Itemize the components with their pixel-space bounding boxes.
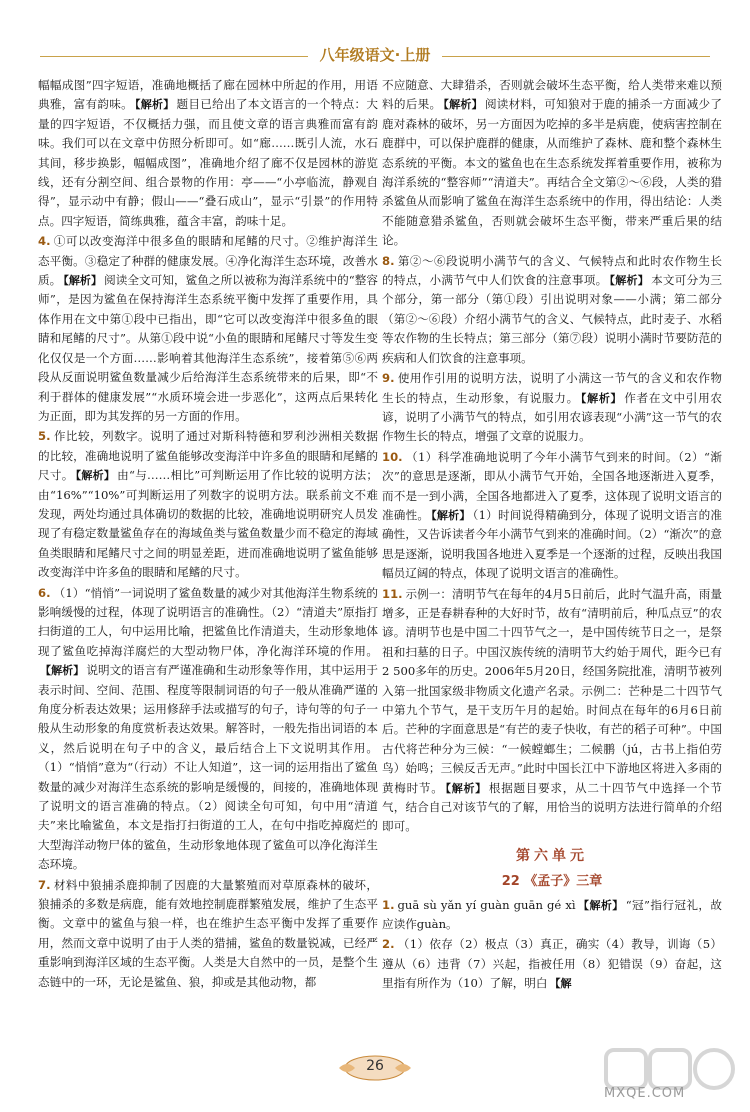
item-answer-text: （1）科学准确地说明了今年小满节气到来的时间。（2）“渐次”的意思是逐渐，即从小满节气开始，全国各地逐渐进入夏季，而不是一到小满，全国各地都进入了夏季，这体现了说明文语言的准确性。 — [382, 449, 722, 522]
lesson-title: 22 《孟子》三章 — [501, 874, 603, 890]
item-number: 6. — [38, 585, 51, 600]
item-answer-text: 作比较，列数字。说明了通过对斯科特德和罗利沙洲相关数据的比较，准确地说明了鲨鱼能够改变海洋中许多鱼的眼睛和尾鳍的尺寸。 — [38, 429, 378, 483]
analysis-label: 【解析】 — [580, 391, 623, 405]
item-number: 1. — [382, 897, 395, 912]
item-answer-text: （1）“悄悄”一词说明了鲨鱼数量的减少对其他海洋生物系统的影响缓慢的过程，体现了说明语言的准确性。（2）“清道夫”原指打扫街道的工人，句中运用比喻，把鲨鱼比作清道夫，生动形象地体现了鲨鱼吃掉海洋腐烂的大型动物尸体，净化海洋环境的作用。 — [38, 585, 378, 658]
item-answer-text: 第②～⑥段说明小满节气的含义、气候特点和此时农作物生长的特点，小满节气中人们饮食的注意事项。 — [382, 253, 722, 288]
answer-item — [382, 585, 722, 837]
watermark-text: MXQE.COM — [604, 1086, 686, 1101]
answer-item — [382, 252, 722, 368]
item-answer-text: 不应随意、大肆猎杀，否则就会破坏生态平衡，给人类带来难以预料的后果。 — [382, 78, 722, 112]
analysis-text: 根据题目要求，从二十四节气中选择一个节气，结合自己对该节气的了解，用恰当的说明方法进行简单的介绍即可。 — [382, 780, 722, 834]
answer-item — [382, 935, 722, 993]
item-answer-text: （1）依存（2）极点（3）真正，确实（4）教导，训诲（5）遵从（6）违背（7）兴起，指被任用（8）犯错误（9）奋起，这里指有所作为（10）了解，明白 — [382, 937, 722, 991]
analysis-label: 【解析】 — [134, 98, 175, 112]
answer-item — [38, 232, 378, 426]
analysis-text: 由“与……相比”可判断运用了作比较的说明方法；由“16%”“10%”可判断运用了列数字的说明方法。联系前文不难发现，两处均通过具体确切的数据的比较，准确地说明研究人员发现了有稳定数量鲨鱼存在的海域鱼类与鲨鱼数量少而不稳定的海域鱼类眼睛和尾鳍尺寸之间的明显差距，进而准确地说明了鲨鱼能够改变海洋中许多鱼的眼睛和尾鳍的尺寸。 — [38, 468, 378, 580]
analysis-label: 【解析】 — [577, 898, 624, 912]
page-header-title — [0, 44, 750, 65]
item-number: 10. — [382, 449, 403, 464]
item-answer-text: 材料中狼捕杀鹿抑制了因鹿的大量繁殖而对草原森林的破坏，狼捕杀的多数是病鹿，能有效地控制鹿群繁殖发展，维护了生态平衡。文章中的鲨鱼与狼一样，也在维护生态平衡中发挥了重要作用，然而文章中说明了由于人类的猎捕，鲨鱼的数量锐减，已经严重影响到海洋区域的生态平衡。人类是大自然中的一员，是整个生态链中的一环，无论是鲨鱼、狼，抑或是其他动物，都 — [38, 877, 378, 989]
answer-item — [38, 427, 378, 582]
analysis-text: “冠”指行冠礼，故应读作guàn。 — [382, 897, 723, 932]
item-number: 9. — [382, 371, 395, 386]
analysis-label: 【解析】 — [443, 98, 483, 112]
analysis-label: 【解析】 — [75, 469, 116, 483]
page-number-badge — [333, 1052, 417, 1084]
analysis-label: 【解析】 — [445, 781, 487, 795]
item-number: 2. — [382, 937, 395, 952]
analysis-label: 【解析】 — [609, 274, 650, 288]
analysis-text: 说明文的语言有严谨准确和生动形象等作用，其中运用于表示时间、空间、范围、程度等限制词语的句子一般从准确严谨的角度分析表达效果；运用修辞手法或描写的句子，诗句等的句子一般从生动形象的角度赏析表达效果。解答时，一般先指出词语的本义，然后说明在句子中的含义，最后结合上下文说明其作用。（1）“悄悄”意为“（行动）不让人知道”，这一词的运用指出了鲨鱼数量的减少对海洋生态系统的影响是缓慢的，间接的，准确地体现了说明文的语言准确的特点。（2）阅读全句可知，句中用“清道夫”来比喻鲨鱼，本文是指打扫街道的工人，在句中指吃掉腐烂的大型海洋动物尸体的鲨鱼，生动形象地体现了鲨鱼可以净化海洋生态环境。 — [38, 663, 378, 872]
analysis-text: （1）时间说得精确到分，体现了说明文语言的准确性，又告诉读者今年小满节气到来的准确时间。（2）“渐次”的意思是逐渐，说明我国各地进入夏季是一个逐渐的过程，反映出我国幅员辽阔的特点，体现了说明文语言的准确性。 — [382, 507, 722, 581]
page-header — [0, 0, 750, 66]
page-number: 26 — [366, 1058, 384, 1074]
answer-item — [382, 896, 722, 935]
answer-item — [382, 76, 722, 251]
answer-item — [382, 448, 722, 584]
analysis-text: 阅读材料，可知狼对于鹿的捕杀一方面减少了鹿对森林的破坏，另一方面因为吃掉的多半是病鹿，使病害控制在鹿群中，可以保护鹿群的健康，从而维护了森林、鹿和整个森林生态系统的平衡。本文的鲨鱼也在生态系统发挥着重要作用，被称为海洋系统的“整容师”“清道夫”。再结合全文第②～⑥段，人类的猎杀鲨鱼从而影响了鲨鱼在海洋生态系统中的作用，得出结论：人类不能随意猎杀鲨鱼，否则就会破坏生态平衡，带来严重后果的结论。 — [382, 97, 722, 248]
item-answer-text: 示例一：清明节气在每年的4月5日前后，此时气温升高，雨量增多，正是春耕春种的大好时节，故有“清明前后，种瓜点豆”的农谚。清明节也是中国二十四节气之一，是中国传统节日之一，是祭祖和扫墓的日子。中国汉族传统的清明节大约始于周代，距今已有2 500多年的历史。2006年5月20日，经国务院批准，清明节被列入第一批国家级非物质文化遗产名录。示例二：芒种是二十四节气中第九个节气，是干支历午月的起始。时间点在每年的6月6日前后。芒种的字面意思是“有芒的麦子快收，有芒的稻子可种”。中国古代将芒种分为三候：“一候螳螂生；二候鹏（jú，古书上指伯劳鸟）始鸣；三候反舌无声。”此时中国长江中下游地区将进入多雨的黄梅时节。 — [382, 586, 722, 795]
item-number: 11. — [382, 586, 403, 601]
item-answer-text: 使用作引用的说明方法，说明了小满这一节气的含义和农作物生长的特点，生动形象，有说服力。 — [382, 371, 722, 405]
analysis-label: 【解 — [549, 977, 572, 991]
answer-item — [382, 369, 722, 447]
header-title-text: 八年级语文·上册 — [308, 46, 443, 64]
item-number: 4. — [38, 234, 51, 249]
analysis-text: 本文可分为三个部分，第一部分（第①段）引出说明对象——小满；第二部分（第②～⑥段）介绍小满节气的含义、气候特点，此时麦子、水稻等农作物的生长特点；第三部分（第⑦段）说明小满时节要防范的疾病和人们饮食的注意事项。 — [382, 273, 722, 365]
left-column — [38, 76, 378, 993]
item-answer-text: ①可以改变海洋中很多鱼的眼睛和尾鳍的尺寸。②维护海洋生态平衡。③稳定了种群的健康发展。④净化海洋生态环境，改善水质。 — [38, 234, 378, 288]
item-answer-text: 幅幅成图”四字短语，准确地概括了廊在园林中所起的作用，用语典雅，富有韵味。 — [38, 78, 378, 112]
answer-item — [38, 876, 378, 992]
analysis-text: 阅读全文可知，鲨鱼之所以被称为海洋系统中的“整容师”，是因为鲨鱼在保持海洋生态系统平衡中发挥了重要作用，具体作用在文中第①段中已指出，即“它可以改变海洋中很多鱼的眼睛和尾鳍的尺寸”。从第①段中说“小鱼的眼睛和尾鳍尺寸等发生变化仅仅是一个方面……影响着其他海洋生态系统”，接着第⑤⑥两段从反面说明鲨鱼数量减少后给海洋生态系统带来的后果，即“不利于群体的健康发展”“水质环境会进一步恶化”，这两点后果转化为正面，即为其发挥的另一方面的作用。 — [38, 273, 378, 423]
answer-item — [38, 76, 378, 231]
analysis-text: 题目已给出了本文语言的一个特点：大量的四字短语，不仅概括力强，而且使文章的语言典雅而富有韵味。我们可以在文章中仿照分析即可。如“廊……既引人流，水石其间，移步换影，幅幅成图”，准确地介绍了廊不仅是园林的游览线，还有分割空间、组合景物的作用：亭——“小亭临流，静观自得”，显示动中有静；假山——“叠石成山”，显示“引景”的作用特点。四字短语，简练典雅，蕴含丰富，韵味十足。 — [38, 97, 378, 228]
item-number: 8. — [382, 253, 395, 268]
item-number: 7. — [38, 877, 51, 892]
answer-item — [38, 584, 378, 875]
item-number: 5. — [38, 429, 51, 444]
analysis-label: 【解析】 — [431, 508, 471, 522]
analysis-text: 作者在文中引用农谚，说明了小满节气的特点，如引用农谚表现“小满”这一节气的农作物生长的特点，增强了文章的说服力。 — [382, 390, 722, 444]
analysis-label: 【解析】 — [40, 664, 85, 678]
item-answer-text: guā sù yǎn yí guàn guān gé xì — [397, 897, 576, 912]
right-column — [382, 76, 722, 995]
unit-title: 第六单元 — [516, 847, 588, 864]
analysis-label: 【解析】 — [63, 274, 103, 288]
